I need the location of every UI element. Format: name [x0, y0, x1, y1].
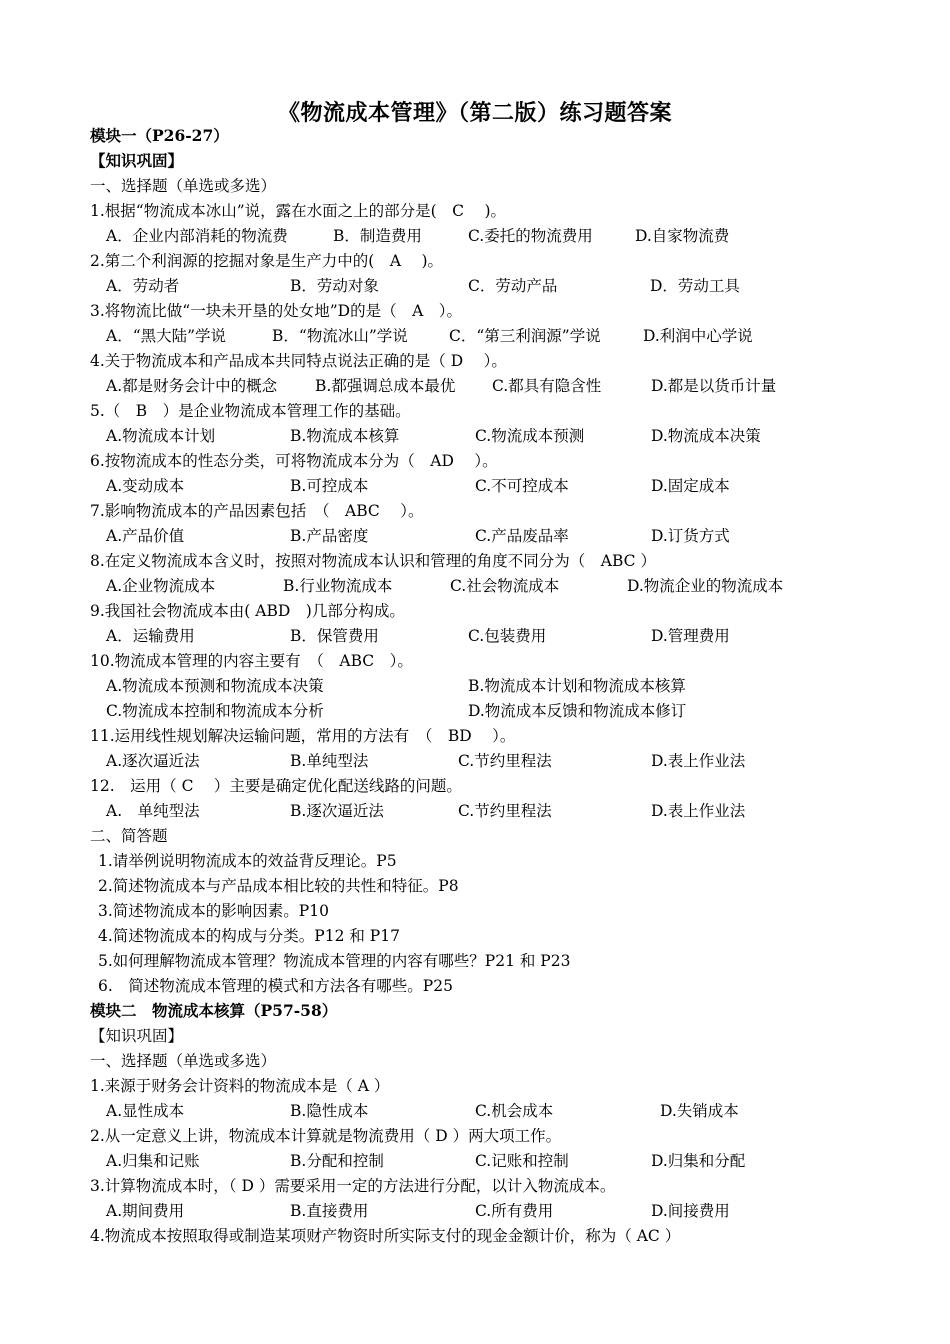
- m2-q3-option-d: D.间接费用: [651, 1202, 730, 1220]
- m1-q10-option-d: D.物流成本反馈和物流成本修订: [468, 702, 687, 720]
- m2-q2-option-b: B.分配和控制: [290, 1152, 384, 1170]
- m2-q2-option-d: D.归集和分配: [651, 1152, 746, 1170]
- m1-q12-option-a: A. 单纯型法: [106, 802, 200, 820]
- m1-short-question-4: 4.简述物流成本的构成与分类。P12 和 P17: [98, 927, 400, 945]
- m1-question-4: 4.关于物流成本和产品成本共同特点说法正确的是（ D ）。: [90, 352, 507, 370]
- m1-question-11: 11.运用线性规划解决运输问题，常用的方法有 （ BD ）。: [90, 727, 516, 745]
- m1-q5-option-d: D.物流成本决策: [651, 427, 761, 445]
- m1-q4-option-c: C.都具有隐含性: [492, 377, 602, 395]
- m2-q2-option-a: A.归集和记账: [106, 1152, 200, 1170]
- m1-q2-option-a: A．劳动者: [106, 277, 180, 295]
- m1-q12-option-d: D.表上作业法: [651, 802, 746, 820]
- m1-q10-option-c: C.物流成本控制和物流成本分析: [106, 702, 324, 720]
- m1-q3-option-b: B．“物流冰山”学说: [272, 327, 408, 345]
- m1-short-question-6: 6. 简述物流成本管理的模式和方法各有哪些。P25: [98, 977, 453, 995]
- m1-q3-option-c: C．“第三利润源”学说: [449, 327, 601, 345]
- m1-q9-option-d: D.管理费用: [651, 627, 730, 645]
- m1-q6-option-d: D.固定成本: [651, 477, 730, 495]
- m1-q8-option-d: D.物流企业的物流成本: [627, 577, 784, 595]
- m1-q5-option-c: C.物流成本预测: [475, 427, 585, 445]
- module1-knowledge-label: 【知识巩固】: [90, 151, 184, 170]
- m1-q12-option-b: B.逐次逼近法: [290, 802, 384, 820]
- m1-q1-option-b: B．制造费用: [333, 227, 422, 245]
- m1-question-8: 8.在定义物流成本含义时，按照对物流成本认识和管理的角度不同分为（ ABC ）: [90, 552, 656, 570]
- m1-q4-option-d: D.都是以货币计量: [651, 377, 777, 395]
- m2-question-4: 4.物流成本按照取得或制造某项财产物资时所实际支付的现金金额计价，称为（ AC ）: [90, 1227, 681, 1245]
- module1-section1-heading: 一、选择题（单选或多选）: [90, 177, 277, 195]
- m1-short-question-1: 1.请举例说明物流成本的效益背反理论。P5: [98, 852, 397, 870]
- m2-question-2: 2.从一定意义上讲，物流成本计算就是物流费用（ D ）两大项工作。: [90, 1127, 562, 1145]
- module2-heading: 模块二 物流成本核算（P57-58）: [90, 1001, 338, 1020]
- m1-q9-option-a: A．运输费用: [106, 627, 195, 645]
- m1-q7-option-a: A.产品价值: [106, 527, 185, 545]
- module2-section1-heading: 一、选择题（单选或多选）: [90, 1052, 277, 1070]
- m1-short-question-2: 2.简述物流成本与产品成本相比较的共性和特征。P8: [98, 877, 459, 895]
- m1-q11-option-c: C.节约里程法: [458, 752, 552, 770]
- m2-q1-option-a: A.显性成本: [106, 1102, 185, 1120]
- m2-q3-option-a: A.期间费用: [106, 1202, 185, 1220]
- m1-q8-option-a: A.企业物流成本: [106, 577, 216, 595]
- m1-q3-option-d: D.利润中心学说: [643, 327, 753, 345]
- m1-question-1: 1.根据“物流成本冰山”说，露在水面之上的部分是( C )。: [90, 202, 507, 220]
- m2-question-1: 1.来源于财务会计资料的物流成本是（ A ）: [90, 1077, 390, 1095]
- m1-q2-option-d: D．劳动工具: [650, 277, 740, 295]
- m1-q5-option-a: A.物流成本计划: [106, 427, 216, 445]
- m1-q9-option-b: B．保管费用: [290, 627, 379, 645]
- m1-q7-option-c: C.产品废品率: [475, 527, 569, 545]
- m1-q1-option-c: C.委托的物流费用: [468, 227, 593, 245]
- m1-q2-option-b: B．劳动对象: [290, 277, 379, 295]
- m1-q4-option-b: B.都强调总成本最优: [315, 377, 456, 395]
- m1-q11-option-d: D.表上作业法: [651, 752, 746, 770]
- m2-q3-option-b: B.直接费用: [290, 1202, 369, 1220]
- m1-q1-option-d: D.自家物流费: [635, 227, 730, 245]
- m1-q2-option-c: C．劳动产品: [468, 277, 558, 295]
- m1-q7-option-d: D.订货方式: [651, 527, 730, 545]
- m1-q3-option-a: A．“黑大陆”学说: [106, 327, 227, 345]
- m2-q1-option-b: B.隐性成本: [290, 1102, 369, 1120]
- m1-q5-option-b: B.物流成本核算: [290, 427, 400, 445]
- m1-short-question-3: 3.简述物流成本的影响因素。P10: [98, 902, 329, 920]
- m1-q1-option-a: A．企业内部消耗的物流费: [106, 227, 288, 245]
- m1-q11-option-b: B.单纯型法: [290, 752, 369, 770]
- m1-q9-option-c: C.包装费用: [468, 627, 547, 645]
- m2-q1-option-d: D.失销成本: [660, 1102, 739, 1120]
- m1-q7-option-b: B.产品密度: [290, 527, 369, 545]
- m1-q12-option-c: C.节约里程法: [458, 802, 552, 820]
- m1-question-6: 6.按物流成本的性态分类，可将物流成本分为（ AD ）。: [90, 452, 498, 470]
- m2-q3-option-c: C.所有费用: [475, 1202, 554, 1220]
- module1-section2-heading: 二、简答题: [90, 827, 168, 845]
- module2-knowledge-label: 【知识巩固】: [90, 1027, 184, 1045]
- m1-question-10: 10.物流成本管理的内容主要有 （ ABC ）。: [90, 652, 413, 670]
- m1-question-12: 12. 运用（ C ）主要是确定优化配送线路的问题。: [90, 777, 462, 795]
- m1-q6-option-c: C.不可控成本: [475, 477, 569, 495]
- m1-question-7: 7.影响物流成本的产品因素包括 （ ABC ）。: [90, 502, 424, 520]
- m2-q2-option-c: C.记账和控制: [475, 1152, 569, 1170]
- m1-q8-option-b: B.行业物流成本: [283, 577, 393, 595]
- m1-question-9: 9.我国社会物流成本由( ABD )几部分构成。: [90, 602, 405, 620]
- m1-q4-option-a: A.都是财务会计中的概念: [106, 377, 278, 395]
- m1-question-2: 2.第二个利润源的挖掘对象是生产力中的( A )。: [90, 252, 444, 270]
- m1-question-5: 5.（ B ）是企业物流成本管理工作的基础。: [90, 402, 411, 420]
- m1-q10-option-b: B.物流成本计划和物流成本核算: [468, 677, 686, 695]
- m1-q8-option-c: C.社会物流成本: [450, 577, 560, 595]
- m1-q10-option-a: A.物流成本预测和物流成本决策: [106, 677, 324, 695]
- m1-q6-option-a: A.变动成本: [106, 477, 185, 495]
- m1-q6-option-b: B.可控成本: [290, 477, 369, 495]
- m1-question-3: 3.将物流比做“一块未开垦的处女地”D的是（ A ）。: [90, 302, 463, 320]
- module1-heading: 模块一（P26-27）: [90, 126, 229, 145]
- document-title: 《物流成本管理》（第二版）练习题答案: [277, 100, 672, 126]
- m1-q11-option-a: A.逐次逼近法: [106, 752, 200, 770]
- m2-question-3: 3.计算物流成本时，（ D ）需要采用一定的方法进行分配，以计入物流成本。: [90, 1177, 616, 1195]
- m2-q1-option-c: C.机会成本: [475, 1102, 554, 1120]
- m1-short-question-5: 5.如何理解物流成本管理？物流成本管理的内容有哪些？P21 和 P23: [98, 952, 571, 970]
